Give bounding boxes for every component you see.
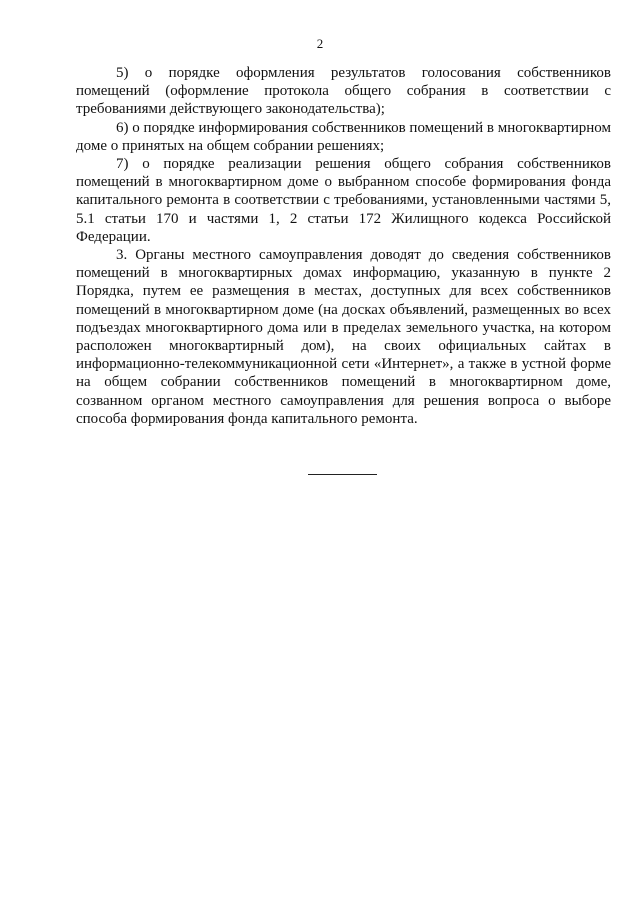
list-item-5: 5) о порядке оформления результатов голосования собственников помещений (оформление протокола общего собрания в соответствии с требованиями действующего законодательства); xyxy=(76,65,611,118)
document-body xyxy=(76,64,611,428)
list-item-6: 6) о порядке информирования собственников помещений в многоквартирном доме о принятых на общем собрании решениях; xyxy=(76,119,611,154)
page-number: 2 xyxy=(316,36,324,51)
end-divider-line xyxy=(308,474,377,475)
list-item-7: 7) о порядке реализации решения общего собрания собственников помещений в многоквартирном доме о выбранном способе формирования фонда капитального ремонта в соответствии с требованиями, установленными частями 5, 5.1 статьи 170 и частями 1, 2 статьи 172 Жилищного кодекса Российской Федерации. xyxy=(76,156,611,245)
section-3-paragraph: 3. Органы местного самоуправления доводят до сведения собственников помещений в многоквартирных домах информацию, указанную в пункте 2 Порядка, путем ее размещения в местах, доступных для всех собственников помещений в многоквартирном доме (на досках объявлений, размещенных во всех подъездах многоквартирного дома или в пределах земельного участка, на котором расположен многоквартирный дом), на своих официальных сайтах в информационно-телекоммуникационной сети «Интернет», а также в устной форме на общем собрании собственников помещений в многоквартирном доме, созванном органом местного самоуправления для решения вопроса о выборе способа формирования фонда капитального ремонта. xyxy=(76,247,611,427)
